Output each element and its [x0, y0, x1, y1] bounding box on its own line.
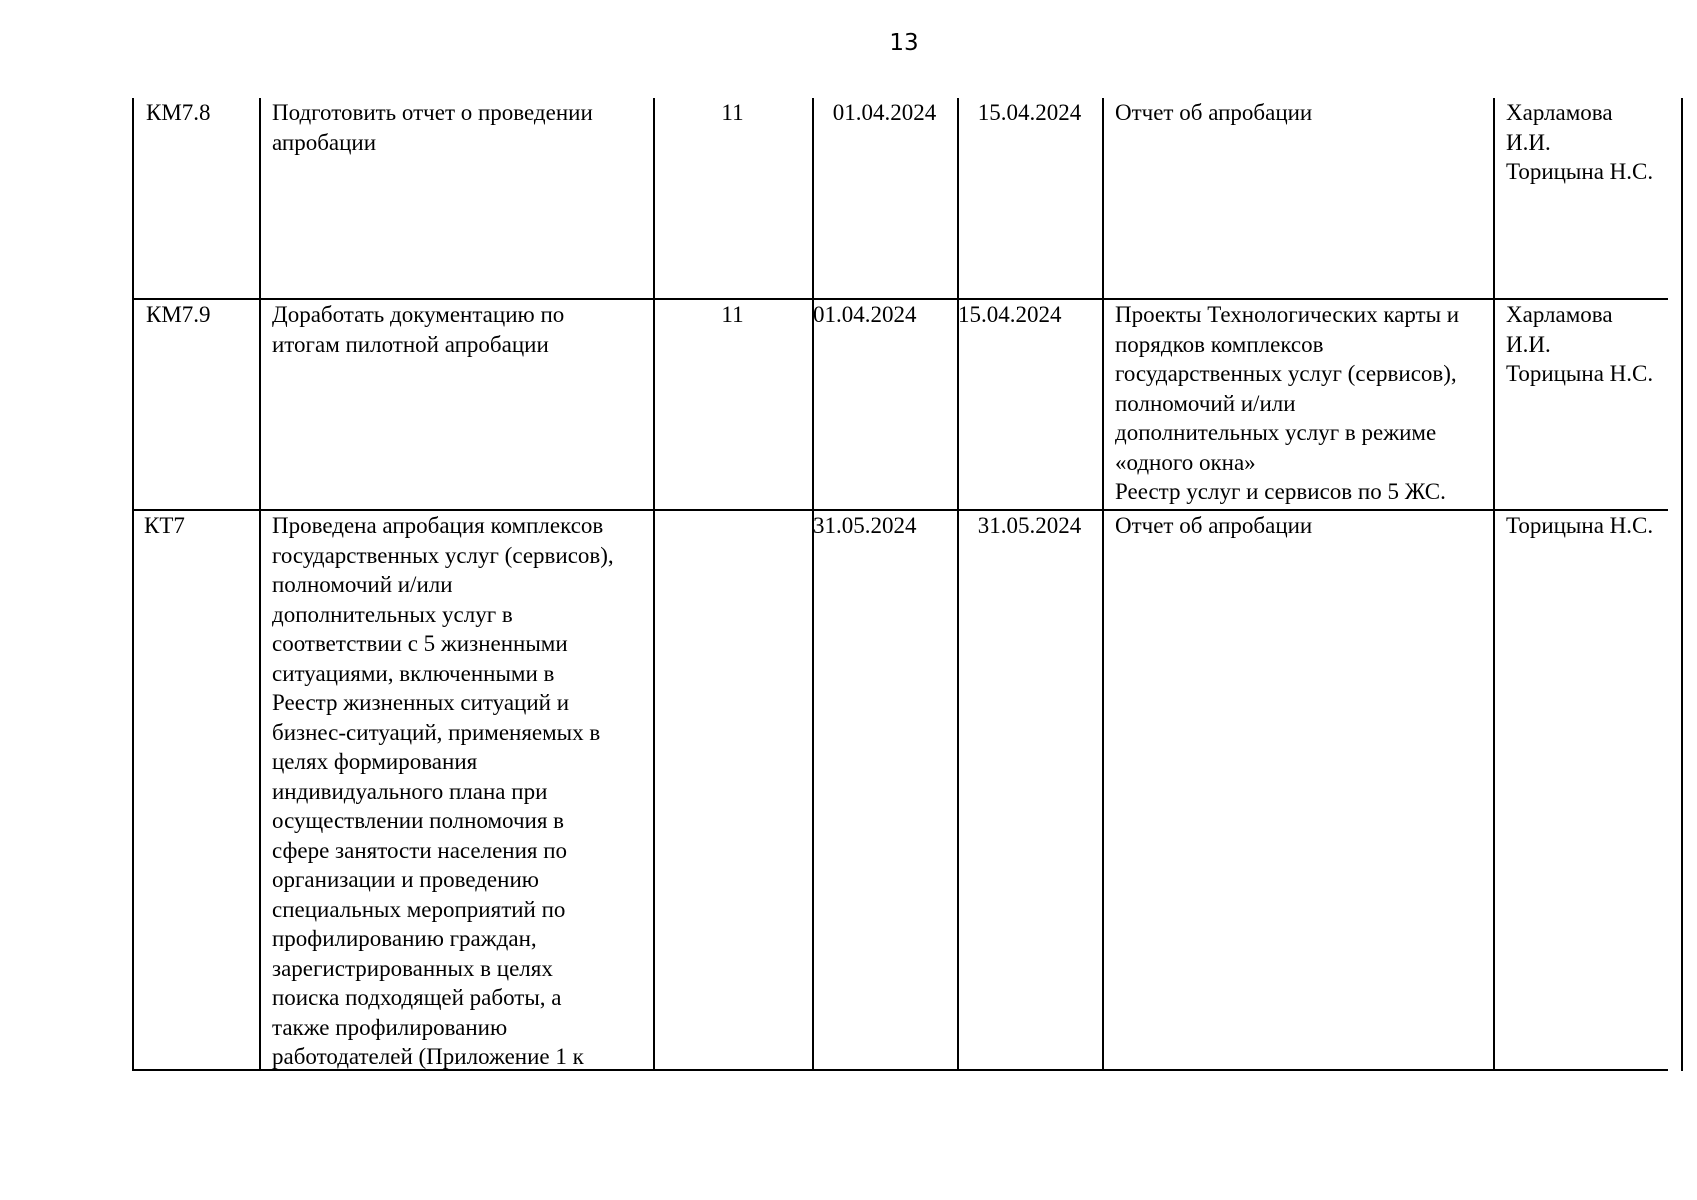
- row-start-date: 31.05.2024: [813, 513, 917, 538]
- row-responsible: Харламова И.И. Торицына Н.С.: [1506, 302, 1654, 386]
- table-border-left: [132, 98, 134, 1071]
- row-code: КМ7.8: [146, 100, 211, 125]
- row-code: КТ7: [144, 513, 185, 538]
- column-divider: [1493, 98, 1495, 1071]
- row-result: Отчет об апробации: [1115, 513, 1313, 538]
- row-result: Отчет об апробации: [1115, 100, 1313, 125]
- row-responsible: Харламова И.И. Торицына Н.С.: [1506, 100, 1654, 184]
- page-number: 13: [889, 30, 919, 56]
- row-result: Проекты Технологических карты и порядков комплексов государственных услуг (сервисов), полномочий и/или дополнительных услуг в режиме «одного окна» Реестр услуг и сервисов по 5 ЖС.: [1115, 302, 1460, 504]
- row-responsible: Торицына Н.С.: [1506, 513, 1654, 538]
- row-start-date: 01.04.2024: [832, 100, 937, 125]
- row-end-date: 15.04.2024: [977, 100, 1082, 125]
- column-divider: [653, 98, 655, 1071]
- row-number: 11: [721, 100, 744, 125]
- row-end-date: 15.04.2024: [958, 302, 1062, 327]
- row-start-date: 01.04.2024: [813, 302, 917, 327]
- row-task: Проведена апробация комплексов государственных услуг (сервисов), полномочий и/или дополнительных услуг в соответствии с 5 жизненными ситуациями, включенными в Реестр жизненных ситуаций и бизнес-ситуаций, применяемых в целях формирования индивидуального плана при осуществлении полномочия в сфере занятости населения по организации и проведению специальных мероприятий по профилированию граждан, зарегистрированных в целях поиска подходящей работы, а также профилированию работодателей (Приложение 1 к: [272, 513, 614, 1069]
- column-divider: [957, 98, 959, 1071]
- work-plan-table: [132, 98, 1668, 1071]
- row-task: Доработать документацию по итогам пилотной апробации: [272, 302, 565, 357]
- row-end-date: 31.05.2024: [977, 513, 1082, 538]
- row-code: КМ7.9: [146, 302, 211, 327]
- column-divider: [812, 98, 814, 1071]
- row-number: 11: [721, 302, 744, 327]
- row-task: Подготовить отчет о проведении апробации: [272, 100, 593, 155]
- column-divider: [259, 98, 261, 1071]
- column-divider: [1102, 98, 1104, 1071]
- table-border-right: [1681, 98, 1683, 1071]
